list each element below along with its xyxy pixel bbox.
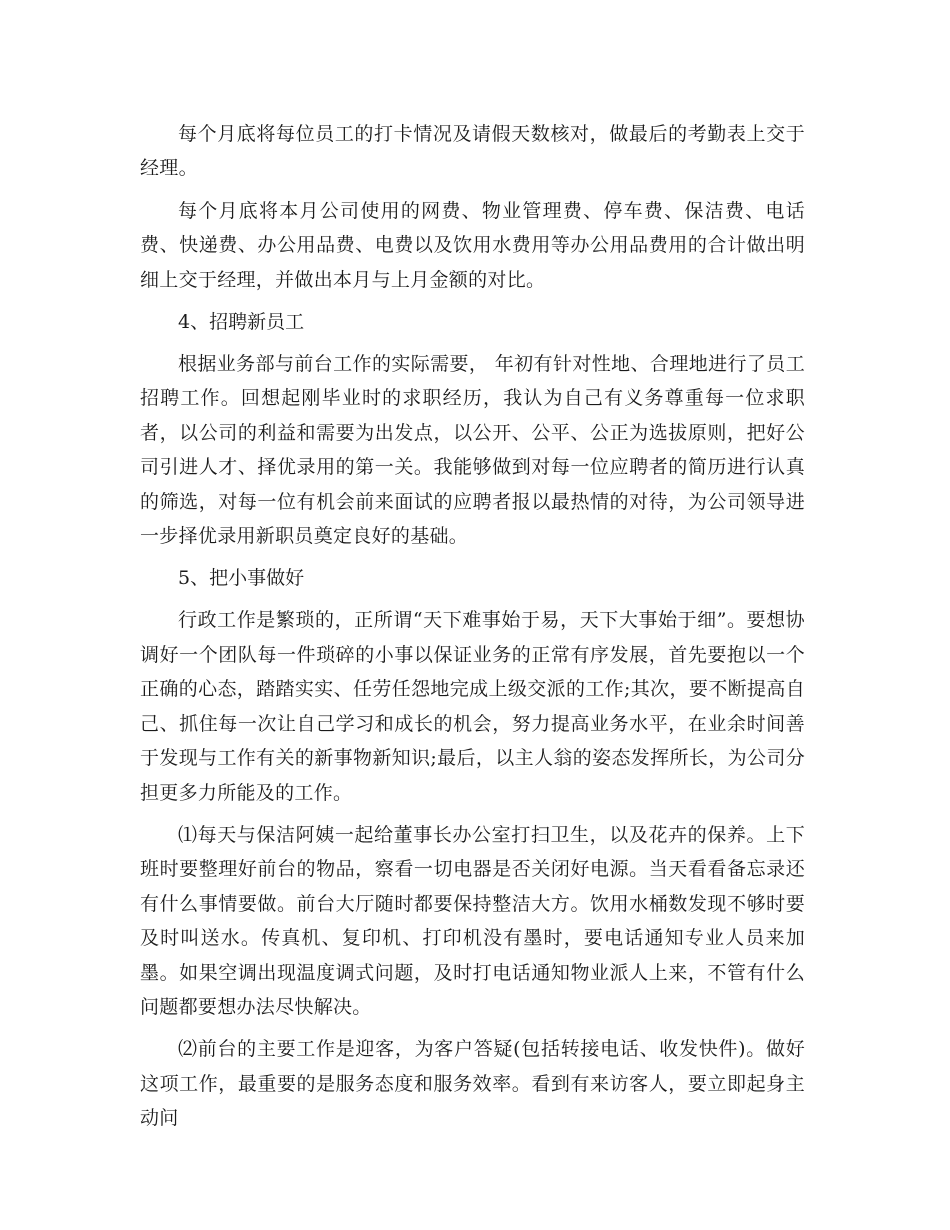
paragraph-office-expenses: 每个月底将本月公司使用的网费、物业管理费、停车费、保洁费、电话费、快递费、办公用品费、电费以及饮用水费用等办公用品费用的合计做出明细上交于经理，并做出本月与上月金额的对比。 (140, 199, 805, 291)
paragraph-reception: ⑵前台的主要工作是迎客，为客户答疑(包括转接电话、收发快件)。做好这项工作，最重要的是服务态度和服务效率。看到有来访客人，要立即起身主动问 (140, 1038, 805, 1130)
paragraph-daily-duties: ⑴每天与保洁阿姨一起给董事长办公室打扫卫生，以及花卉的保养。上下班时要整理好前台的物品，察看一切电器是否关闭好电源。当天看看备忘录还有什么事情要做。前台大厅随时都要保持整洁大方。饮用水桶数发现不够时要及时叫送水。传真机、复印机、打印机没有墨时，要电话通知专业人员来加墨。如果空调出现温度调式问题，及时打电话通知物业派人上来，不管有什么问题都要想办法尽快解决。 (140, 823, 805, 1018)
section-heading-recruitment: 4、招聘新员工 (178, 311, 305, 334)
document-page (140, 117, 805, 1144)
section-heading-small-things: 5、把小事做好 (178, 567, 305, 590)
paragraph-attendance: 每个月底将每位员工的打卡情况及请假天数核对，做最后的考勤表上交于经理。 (140, 123, 805, 180)
paragraph-admin-work: 行政工作是繁琐的，正所谓“天下难事始于易，天下大事始于细”。要想协调好一个团队每一件琐碎的小事以保证业务的正常有序发展，首先要抱以一个正确的心态，踏踏实实、任劳任怨地完成上级交派的工作;其次，要不断提高自己、抓住每一次让自己学习和成长的机会，努力提高业务水平，在业余时间善于发现与工作有关的新事物新知识;最后，以主人翁的姿态发挥所长，为公司分担更多力所能及的工作。 (140, 609, 805, 804)
paragraph-recruitment: 根据业务部与前台工作的实际需要， 年初有针对性地、合理地进行了员工招聘工作。回想起刚毕业时的求职经历，我认为自己有义务尊重每一位求职者，以公司的利益和需要为出发点，以公开、公平、公正为选拔原则，把好公司引进人才、择优录用的第一关。我能够做到对每一位应聘者的简历进行认真的筛选，对每一位有机会前来面试的应聘者报以最热情的对待，为公司领导进一步择优录用新职员奠定良好的基础。 (140, 353, 805, 548)
